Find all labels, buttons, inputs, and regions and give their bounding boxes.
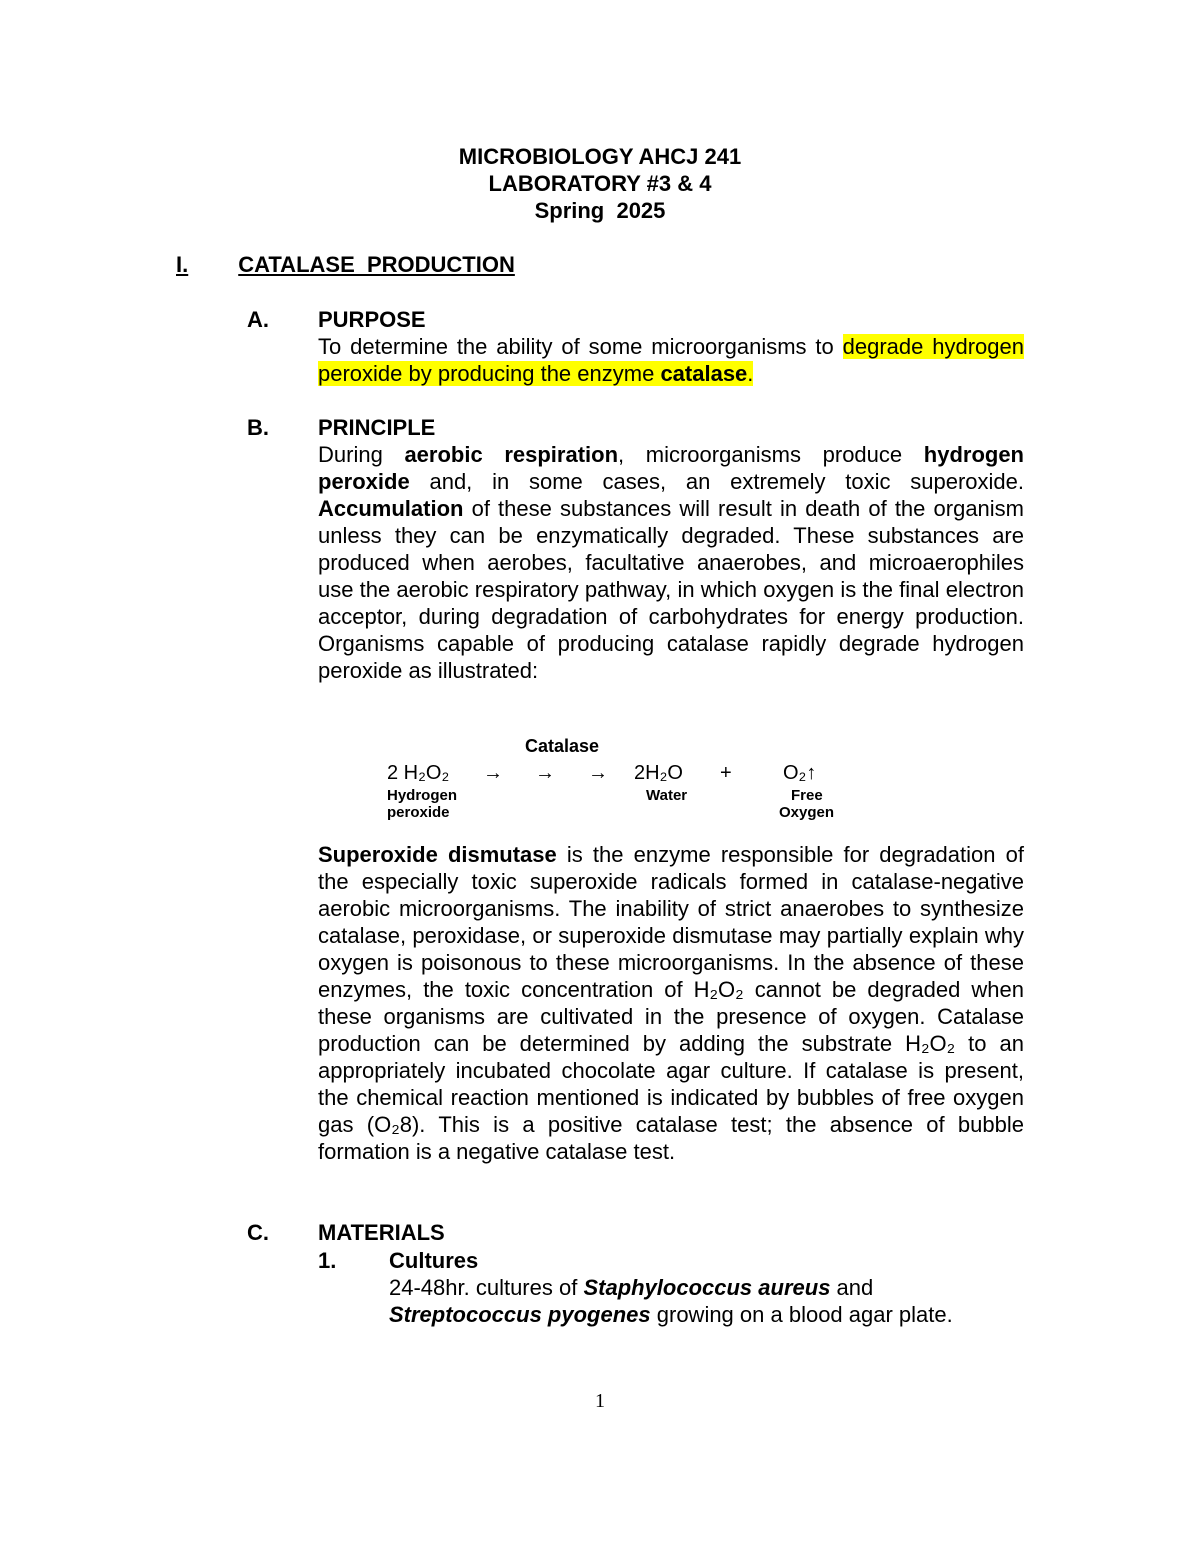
- principle-heading: PRINCIPLE: [318, 415, 436, 440]
- organism-streptococcus: Streptococcus pyogenes: [389, 1302, 651, 1327]
- term-accumulation: Accumulation: [318, 496, 464, 521]
- arrow-icon: →: [535, 762, 555, 784]
- label-hydrogen: Hydrogen: [387, 787, 458, 804]
- arrow-icon: →: [588, 762, 608, 784]
- materials-item-heading: Cultures: [389, 1248, 479, 1273]
- principle-paragraph-2: [318, 841, 1024, 1165]
- label-peroxide: peroxide: [387, 804, 450, 821]
- purpose-highlight-text: degrade hydrogen peroxide by producing the enzyme: [318, 334, 1024, 386]
- section-heading: [176, 251, 548, 278]
- organism-staphylococcus: Staphylococcus aureus: [583, 1275, 831, 1300]
- equation-reactant: 2 H₂O₂: [387, 762, 450, 784]
- section-number: I.: [176, 252, 189, 277]
- purpose-text: [318, 333, 1024, 387]
- p2-text-b: is the enzyme responsible for degradation of the especially toxic superoxide radicals formed in catalase-negative aerobic microorganisms. The inability of strict anaerobes to synthesize catalase, peroxidase, or superoxide dismutase may partially explain why oxygen is poisonous to these microorganisms. In the absence of these enzymes, the toxic concentration of H₂O₂ cannot be degraded when these organisms are cultivated in the presence of oxygen. Catalase production can be determined by adding the substrate H₂O₂ to an appropriately incubated chocolate agar culture. If catalase is present, the chemical reaction mentioned is indicated by bubbles of free oxygen gas (O₂8). This is a positive catalase test; the absence of bubble formation is a negative catalase test.: [318, 842, 1024, 1164]
- principle-letter: B.: [247, 415, 269, 440]
- term-aerobic-respiration: aerobic respiration: [404, 442, 619, 467]
- p1-text-c: , microorganisms produce: [618, 442, 924, 467]
- cultures-text-a: 24-48hr. cultures of: [389, 1275, 584, 1300]
- arrow-icon: →: [483, 762, 503, 784]
- equation-product-oxygen: O₂↑: [783, 762, 817, 784]
- materials-item-number: 1.: [318, 1248, 337, 1273]
- section-title: CATALASE PRODUCTION: [238, 252, 515, 277]
- cultures-text-d: growing on a blood agar plate.: [650, 1302, 953, 1327]
- purpose-text-start: To determine the ability of some microorganisms to: [318, 334, 843, 359]
- term-hydrogen-peroxide: hydrogen peroxide: [318, 442, 1024, 494]
- purpose-heading: PURPOSE: [318, 307, 426, 332]
- cultures-text-c: and: [830, 1275, 874, 1300]
- term-superoxide-dismutase: Superoxide dismutase: [318, 842, 557, 867]
- label-water: Water: [646, 787, 688, 804]
- cultures-line-1: [389, 1274, 1029, 1301]
- label-oxygen: Oxygen: [779, 804, 835, 821]
- materials-heading: MATERIALS: [318, 1220, 445, 1245]
- materials-letter: C.: [247, 1220, 269, 1245]
- p1-text-g: of these substances will result in death of the organism unless they can be enzymatically degraded. These substances are produced when aerobes, facultative anaerobes, and microaerophiles use the aerobic respiratory pathway, in which oxygen is the final electron acceptor, during degradation of carbohydrates for energy production. Organisms capable of producing catalase rapidly degrade hydrogen peroxide as illustrated:: [318, 496, 1024, 683]
- p1-text-e: and, in some cases, an extremely toxic superoxide.: [409, 469, 1024, 494]
- catalase-term: catalase: [660, 361, 748, 386]
- purpose-letter: A.: [247, 307, 269, 332]
- equation-enzyme: Catalase: [525, 736, 600, 756]
- equation-plus: +: [720, 762, 732, 784]
- cultures-line-2: [389, 1301, 1029, 1328]
- term-title: Spring 2025: [534, 198, 666, 223]
- page-number: 1: [595, 1390, 605, 1412]
- equation-product-water: 2H₂O: [634, 762, 683, 784]
- course-title: MICROBIOLOGY AHCJ 241: [458, 144, 742, 169]
- principle-paragraph-1: [318, 441, 1024, 684]
- label-free: Free: [791, 787, 823, 804]
- lab-title: LABORATORY #3 & 4: [488, 171, 712, 196]
- purpose-highlight-end: .: [747, 361, 754, 386]
- catalase-equation: [0, 735, 1200, 825]
- p1-text-a: During: [318, 442, 405, 467]
